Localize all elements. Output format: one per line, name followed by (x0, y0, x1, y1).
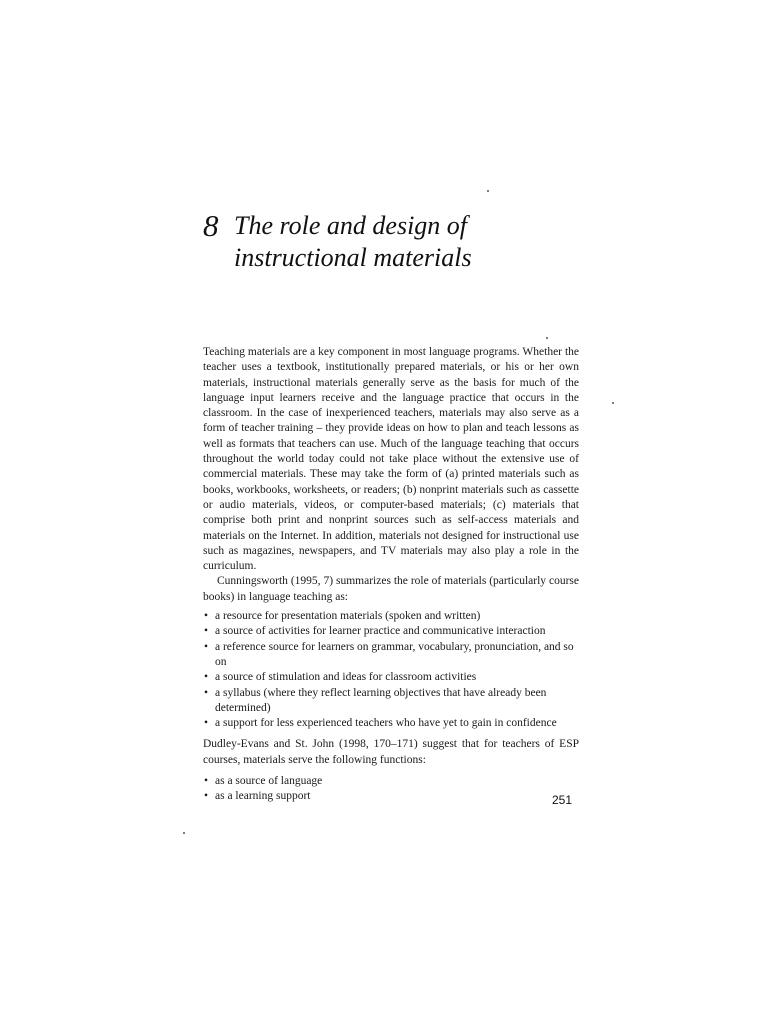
chapter-number: 8 (203, 208, 219, 243)
page-number: 251 (552, 793, 573, 807)
list-item: • a resource for presentation materials (spoken and written) (203, 609, 579, 624)
bullet-icon: • (204, 790, 209, 803)
chapter-title-line-1: The role and design of (234, 211, 468, 240)
list-item: • a reference source for learners on grammar, vocabulary, pronunciation, and so on (204, 640, 574, 668)
bullet-icon: • (204, 717, 209, 730)
list-item: • a source of stimulation and ideas for classroom activities (203, 670, 579, 685)
body-text (203, 345, 579, 805)
intro-paragraph: Teaching materials are a key component in most language programs. Whether the teacher uses a textbook, institutionally prepared materials, or his or her own materials, instructional materials generally serve as the basis for much of the language input learners receive and the language practice that occurs in the classroom. In the case of inexperienced teachers, materials may also serve as a form of teacher training – they provide ideas on how to plan and teach lessons as well as formats that teachers can use. Much of the language teaching that occurs throughout the world today could not take place without the extensive use of commercial materials. These may take the form of (a) printed materials such as books, workbooks, worksheets, or readers; (b) nonprint materials such as cassette or audio materials, videos, or computer-based materials; (c) materials that comprise both print and nonprint sources such as self-access materials and materials on the Internet. In addition, materials not designed for instructional use such as magazines, newspapers, and TV materials may also play a role in the curriculum. (203, 346, 579, 573)
scan-speck (612, 402, 614, 404)
cunningsworth-list (203, 609, 579, 731)
bullet-icon: • (204, 625, 209, 638)
chapter-heading (203, 210, 583, 274)
scan-speck (183, 832, 185, 834)
esp-paragraph: Dudley-Evans and St. John (1998, 170–171) suggest that for teachers of ESP courses, materials serve the following functions: (203, 738, 579, 766)
bullet-icon: • (204, 610, 209, 623)
esp-list (203, 774, 579, 805)
bullet-icon: • (204, 686, 209, 699)
list-item: • as a learning support (203, 789, 579, 804)
scan-speck (546, 337, 548, 339)
list-item: • a syllabus (where they reflect learning objectives that have already been determined) (204, 686, 547, 714)
list-item: • a source of activities for learner practice and communicative interaction (203, 624, 579, 639)
bullet-icon: • (204, 775, 209, 788)
chapter-title-line-2: instructional materials (234, 243, 472, 272)
bullet-icon: • (204, 671, 209, 684)
list-item: • as a source of language (203, 774, 579, 789)
list-item: • a support for less experienced teachers who have yet to gain in confidence (203, 716, 579, 731)
scan-speck (487, 190, 489, 192)
cunningsworth-paragraph: Cunningsworth (1995, 7) summarizes the role of materials (particularly course books) in language teaching as: (203, 575, 579, 603)
bullet-icon: • (204, 640, 209, 653)
